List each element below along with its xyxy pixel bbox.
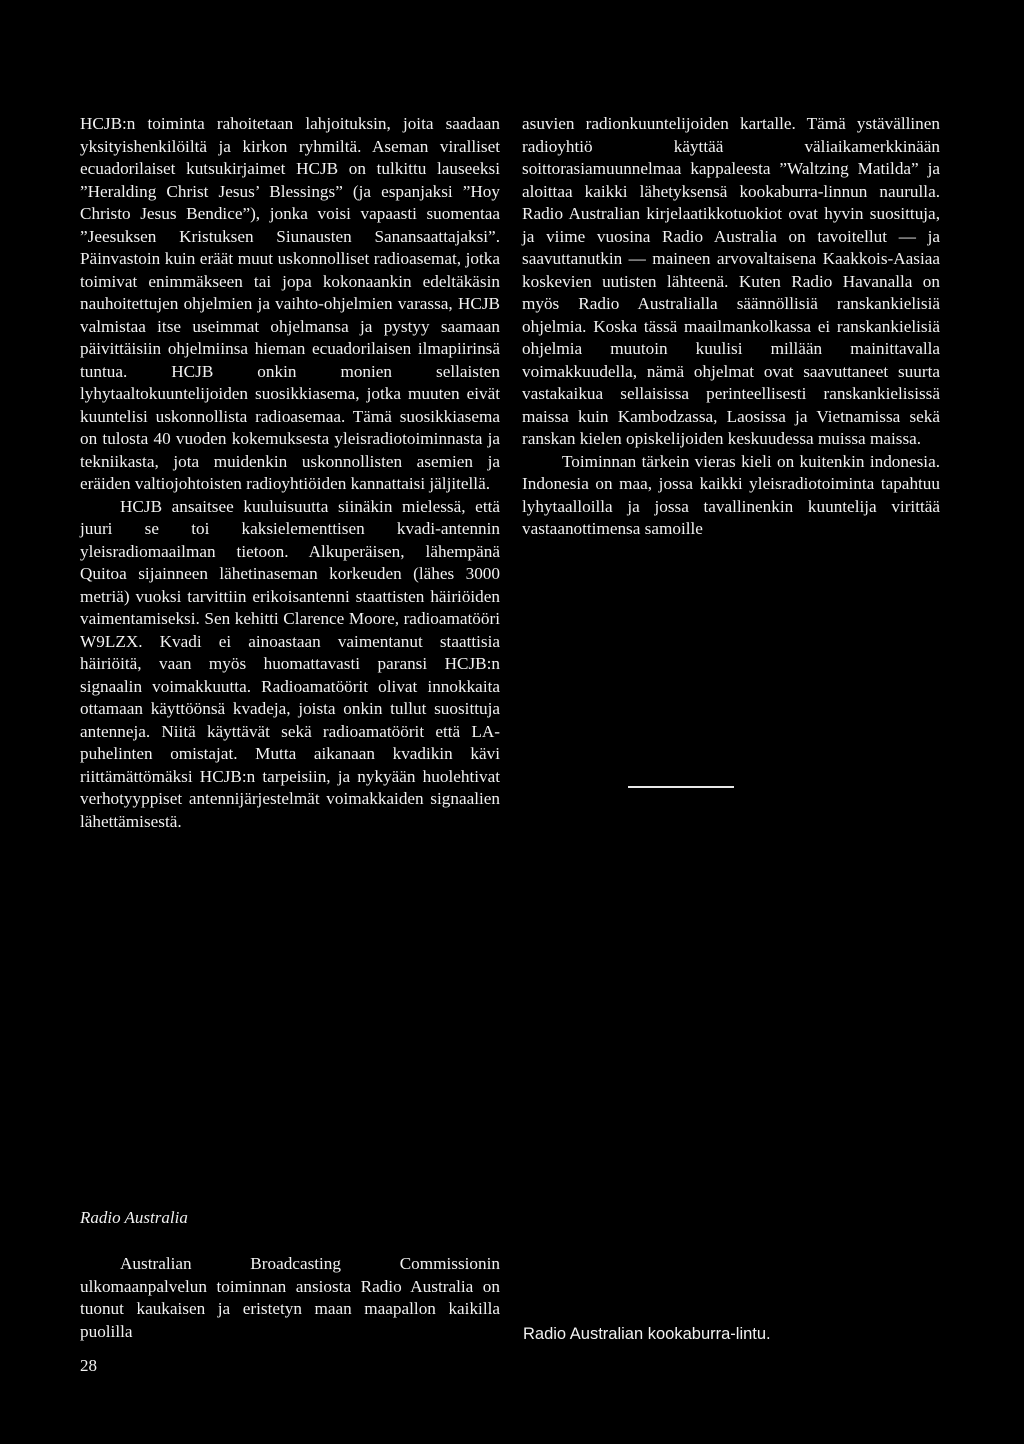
section-paragraph-1: Australian Broadcasting Commissionin ulkomaanpalvelun toiminnan ansiosta Radio Australia on tuonut kaukaisen ja eristetyn maan maapallon kaikilla puolilla xyxy=(80,1254,500,1341)
section-column xyxy=(80,1253,500,1343)
figure-caption: Radio Australian kookaburra-lintu. xyxy=(523,1325,771,1343)
left-column xyxy=(80,113,500,833)
right-column xyxy=(522,113,940,541)
figure-divider xyxy=(628,786,734,788)
section-heading: Radio Australia xyxy=(80,1208,188,1227)
right-paragraph-2: Toiminnan tärkein vieras kieli on kuitenkin indonesia. Indonesia on maa, jossa kaikki yleisradiotoiminta tapahtuu lyhytaalloilla ja jossa tavallinenkin kuuntelija virittää vastaanottimensa samoille xyxy=(522,451,940,538)
page-number: 28 xyxy=(80,1356,97,1375)
left-paragraph-1: HCJB:n toiminta rahoitetaan lahjoituksin, joita saadaan yksityishenkilöiltä ja kirkon ryhmiltä. Aseman viralliset ecuadorilaiset kutsukirjaimet HCJB on tulkittu lauseeksi ”Heralding Christ Jesus’ Blessings” (ja espanjaksi ”Hoy Christo Jesus Bendice”), jonka voisi vapaasti suomentaa ”Jeesuksen Kristuksen Siunausten Sanansaattajaksi”. Päinvastoin kuin eräät muut uskonnolliset radioasemat, jotka toimivat enimmäkseen tai jopa kokonaankin edeltäkäsin nauhoitettujen ohjelmien ja vaihto-ohjelmien varassa, HCJB valmistaa itse useimmat ohjelmansa ja pystyy saamaan päivittäisiin ohjelmiinsa hieman ecuadorilaisen ilmapiirinsä tuntua. HCJB onkin monien sellaisten lyhytaaltokuuntelijoiden suosikkiasema, jotka muuten eivät kuuntelisi uskonnollista radioasemaa. Tämä suosikkiasema on tulosta 40 vuoden kokemuksesta yleisradiotoiminnasta ja tekniikasta, jota muidenkin uskonnollisten asemien ja eräiden valtiojohtoisten radioyhtiöiden kannattaisi jäljitellä. xyxy=(80,114,500,493)
left-paragraph-2: HCJB ansaitsee kuuluisuutta siinäkin mielessä, että juuri se toi kaksielementtisen kvadi-antennin yleisradiomaailman tietoon. Alkuperäisen, lähempänä Quitoa sijainneen lähetinaseman korkeuden (lähes 3000 metriä) vuoksi tarvittiin erikoisantenni staattisten häiriöiden vaimentamiseksi. Sen kehitti Clarence Moore, radioamatööri W9LZX. Kvadi ei ainoastaan vaimentanut staattisia häiriöitä, vaan myös huomattavasti paransi HCJB:n signaalin voimakkuutta. Radioamatöörit olivat innokkaita ottamaan käyttöönsä kvadeja, joista onkin tullut suosittuja antenneja. Niitä käyttävät sekä radioamatöörit että LA-puhelinten omistajat. Mutta aikanaan kvadikin kävi riittämättömäksi HCJB:n tarpeisiin, ja nykyään huolehtivat verhotyyppiset antennijärjestelmät voimakkaiden signaalien lähettämisestä. xyxy=(80,496,500,831)
right-paragraph-1: asuvien radionkuuntelijoiden kartalle. Tämä ystävällinen radioyhtiö käyttää väliaikamerkkinään soittorasiamuunnelmaa kappaleesta ”Waltzing Matilda” ja aloittaa kaikki lähetyksensä kookaburra-linnun naurulla. Radio Australian kirjelaatikkotuokiot ovat hyvin suosittuja, ja viime vuosina Radio Australia on tavoitellut — ja saavuttanutkin — maineen arvovaltaisena Kaakkois-Aasiaa koskevien uutisten lähteenä. Kuten Radio Havanalla on myös Radio Australialla säännöllisiä ranskankielisiä ohjelmia. Koska tässä maailmankolkassa ei ranskankielisiä ohjelmia muutoin kuulisi millään mainittavalla voimakkuudella, nämä ohjelmat ovat saavuttaneet suurta vastakaikua sellaisissa perinteellisesti ranskankielisissä maissa kuin Kambodzassa, Laosissa ja Vietnamissa sekä ranskan kielen opiskelijoiden keskuudessa muissa maissa. xyxy=(522,114,940,448)
